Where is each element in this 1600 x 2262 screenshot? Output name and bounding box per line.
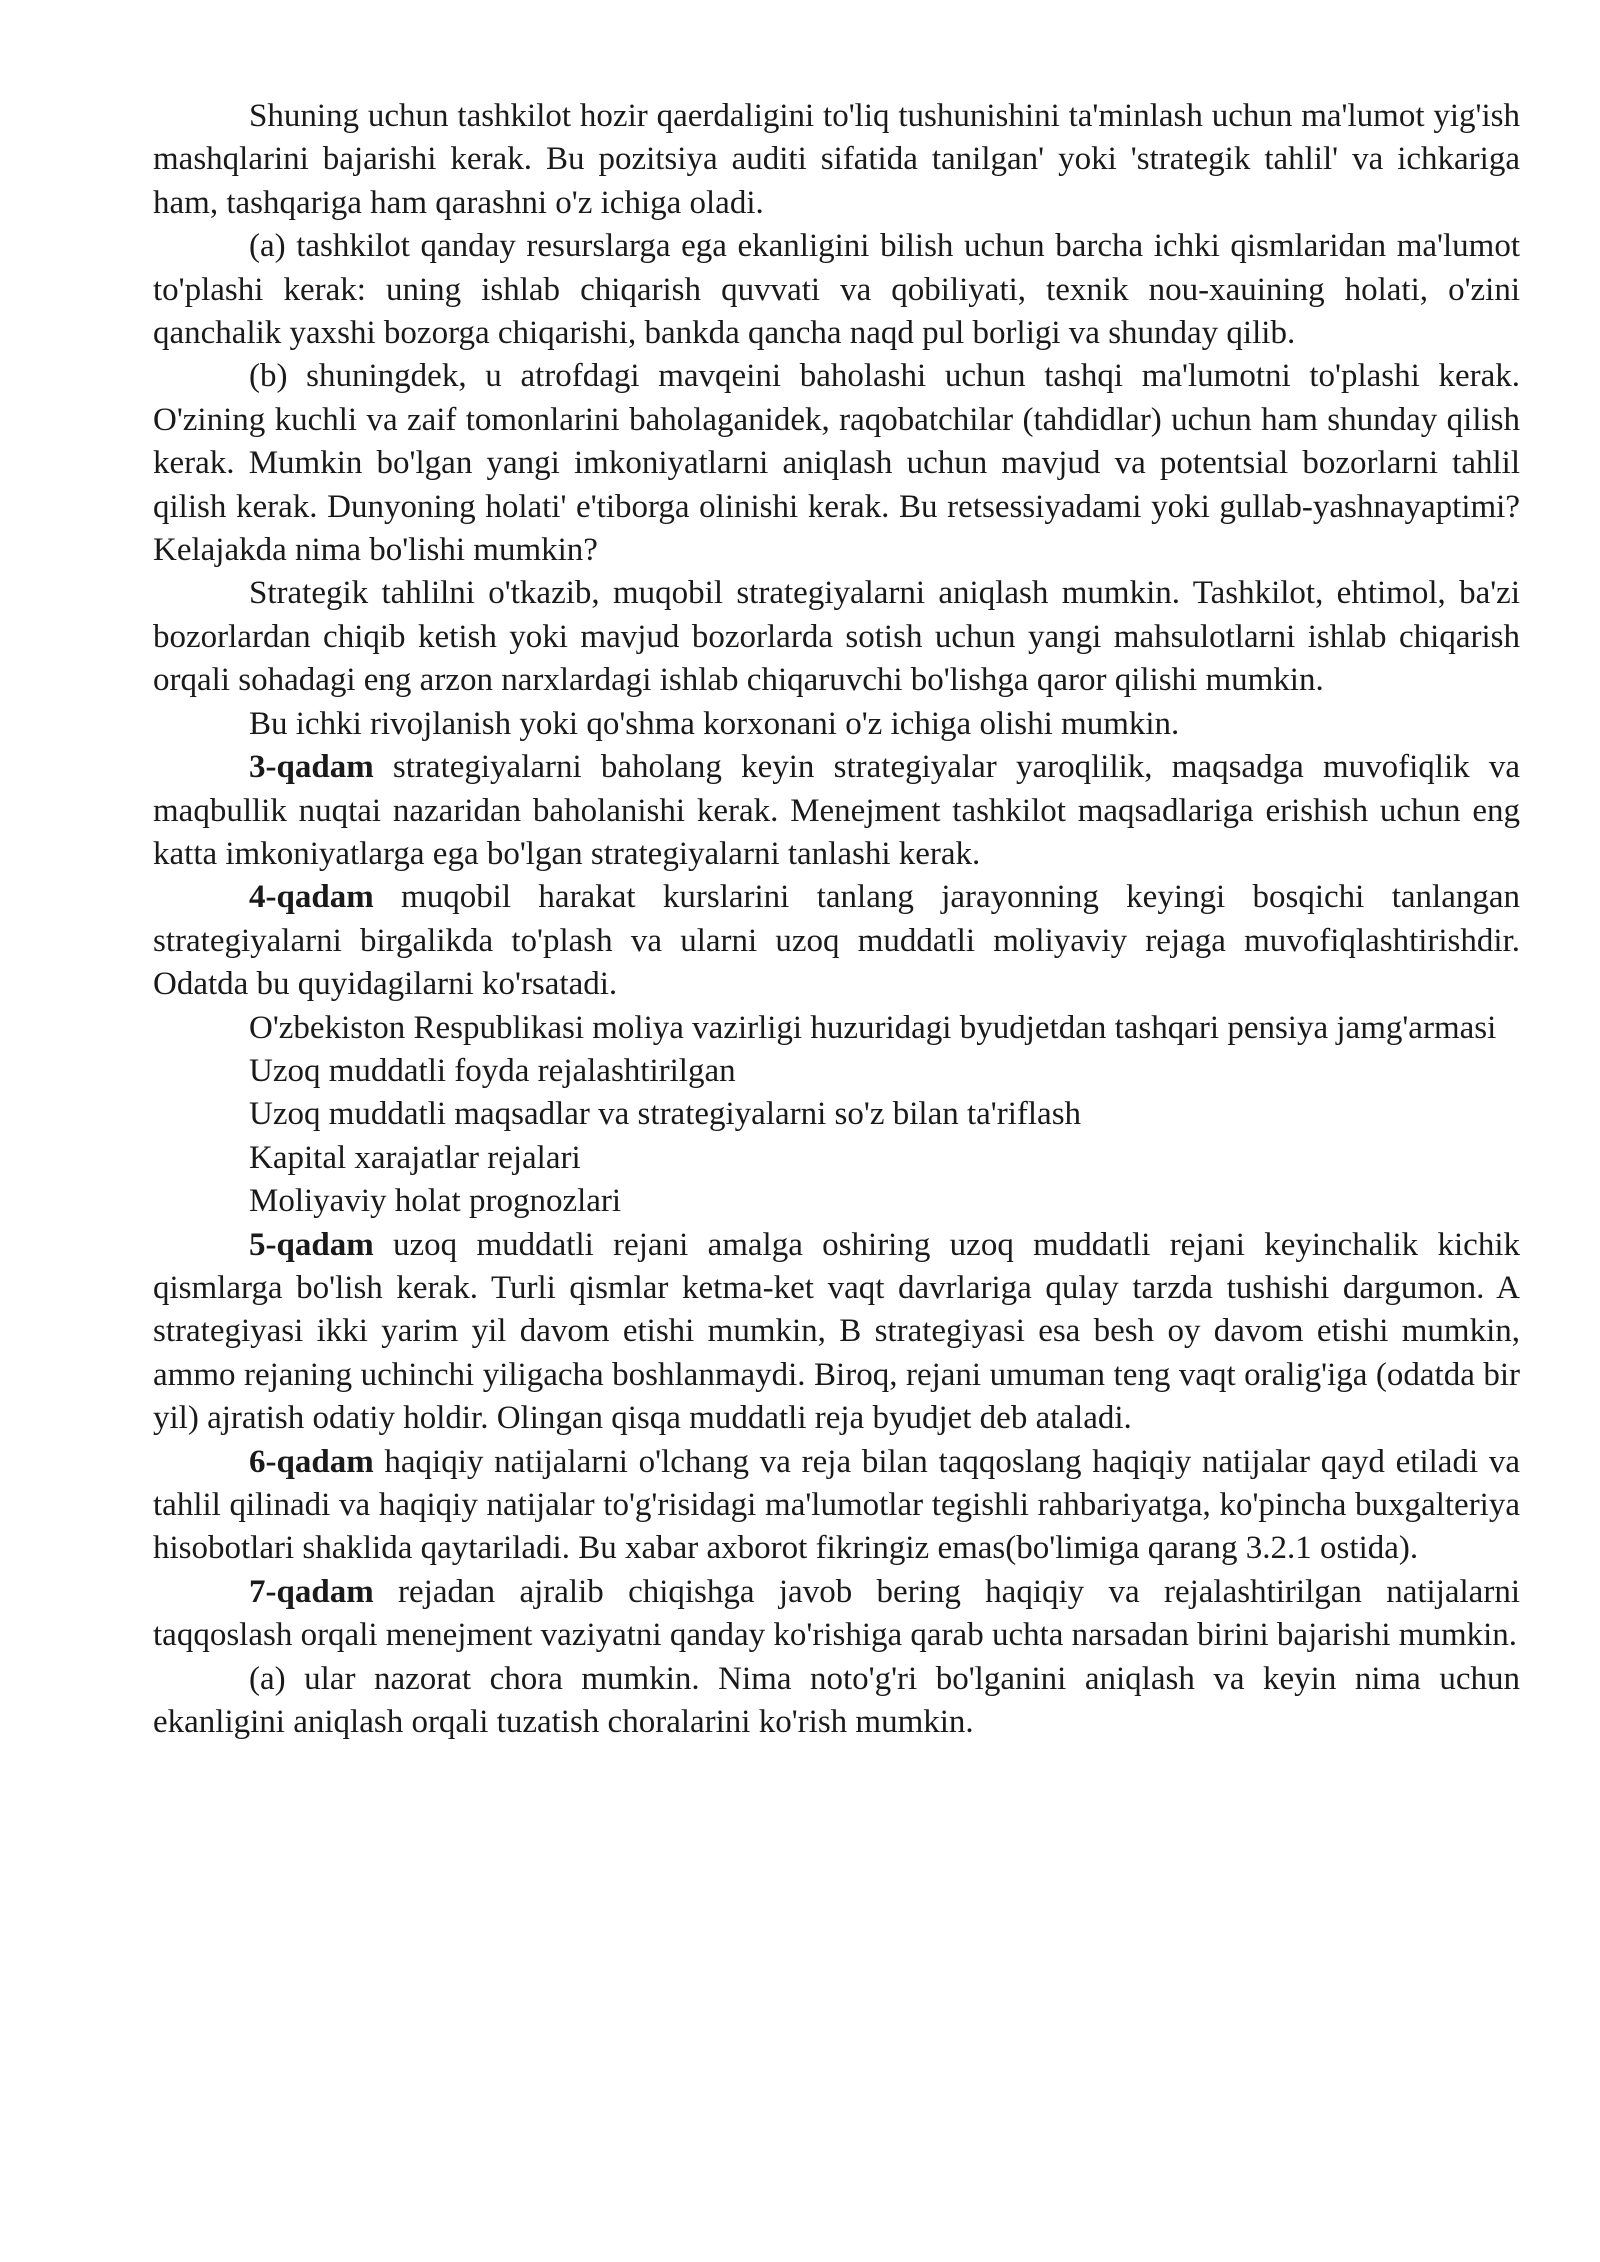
list-item bbox=[153, 1050, 1520, 1093]
step-heading: 6-qadam bbox=[249, 1443, 374, 1480]
list-item bbox=[153, 1180, 1520, 1223]
paragraph-text: Strategik tahlilni o'tkazib, muqobil strategiyalarni aniqlash mumkin. Tashkilot, ehtimol, ba'zi bozorlardan chiqib ketish yoki mavjud bozorlarda sotish uchun yangi mahsulotlarni ishlab chiqarish orqali sohadagi eng arzon narxlardagi ishlab chiqaruvchi bo'lishga qaror qilishi mumkin. bbox=[153, 575, 1520, 699]
list-item bbox=[153, 1137, 1520, 1180]
step-heading: 5-qadam bbox=[249, 1226, 374, 1263]
paragraph-text: Bu ichki rivojlanish yoki qo'shma korxonani o'z ichiga olishi mumkin. bbox=[249, 705, 1180, 742]
list-item-text: Kapital xarajatlar rejalari bbox=[249, 1139, 581, 1176]
paragraph-control-action bbox=[153, 1658, 1520, 1745]
list-item-text: Moliyaviy holat prognozlari bbox=[249, 1183, 622, 1220]
list-item bbox=[153, 1093, 1520, 1136]
paragraph-text: muqobil harakat kurslarini tanlang jarayonning keyingi bosqichi tanlangan strategiyalarni birgalikda to'plash va ularni uzoq muddatli moliyaviy rejaga muvofiqlashtirishdir. Odatda bu quyidagilarni ko'rsatadi. bbox=[153, 879, 1520, 1003]
paragraph-text: (a) tashkilot qanday resurslarga ega ekanligini bilish uchun barcha ichki qismlaridan ma'lumot to'plashi kerak: uning ishlab chiqarish quvvati va qobiliyati, texnik nou-xauining holati, o'zini qanchalik yaxshi bozorga chiqarishi, bankda qancha naqd pul borligi va shunday qilib. bbox=[153, 228, 1520, 352]
paragraph-external-info bbox=[153, 355, 1520, 572]
paragraph-internal-info bbox=[153, 225, 1520, 355]
paragraph-step-4 bbox=[153, 876, 1520, 1006]
paragraph-text: (a) ular nazorat chora mumkin. Nima noto'g'ri bo'lganini aniqlash va keyin nima uchun ekanligini aniqlash orqali tuzatish choralarini ko'rish mumkin. bbox=[153, 1660, 1520, 1741]
paragraph-step-6 bbox=[153, 1441, 1520, 1571]
paragraph-pension-fund bbox=[153, 1007, 1520, 1050]
paragraph-step-5 bbox=[153, 1224, 1520, 1441]
paragraph-text: (b) shuningdek, u atrofdagi mavqeini baholashi uchun tashqi ma'lumotni to'plashi kerak. O'zining kuchli va zaif tomonlarini baholaganidek, raqobatchilar (tahdidlar) uchun ham shunday qilish kerak. Mumkin bo'lgan yangi imkoniyatlarni aniqlash uchun mavjud va potentsial bozorlarni tahlil qilish kerak. Dunyoning holati' e'tiborga olinishi kerak. Bu retsessiyadami yoki gullab-yashnayaptimi? Kelajakda nima bo'lishi mumkin? bbox=[153, 358, 1520, 569]
paragraph-step-7 bbox=[153, 1571, 1520, 1658]
paragraph-step-3 bbox=[153, 746, 1520, 876]
step-heading: 4-qadam bbox=[249, 879, 374, 916]
paragraph-text: rejadan ajralib chiqishga javob bering haqiqiy va rejalashtirilgan natijalarni taqqoslash orqali menejment vaziyatni qanday ko'rishiga qarab uchta narsadan birini bajarishi mumkin. bbox=[153, 1573, 1520, 1654]
list-item-text: Uzoq muddatli maqsadlar va strategiyalarni so'z bilan ta'riflash bbox=[249, 1096, 1082, 1133]
document-page bbox=[153, 95, 1520, 1744]
paragraph-text: uzoq muddatli rejani amalga oshiring uzoq muddatli rejani keyinchalik kichik qismlarga bo'lish kerak. Turli qismlar ketma-ket vaqt davrlariga qulay tarzda tushishi dargumon. A strategiyasi ikki yarim yil davom etishi mumkin, B strategiyasi esa besh oy davom etishi mumkin, ammo rejaning uchinchi yiligacha boshlanmaydi. Biroq, rejani umuman teng vaqt oralig'iga (odatda bir yil) ajratish odatiy holdir. Olingan qisqa muddatli reja byudjet deb ataladi. bbox=[153, 1226, 1520, 1437]
paragraph-text: strategiyalarni baholang keyin strategiyalar yaroqlilik, maqsadga muvofiqlik va maqbullik nuqtai nazaridan baholanishi kerak. Menejment tashkilot maqsadlariga erishish uchun eng katta imkoniyatlarga ega bo'lgan strategiyalarni tanlashi kerak. bbox=[153, 749, 1520, 872]
paragraph-text: haqiqiy natijalarni o'lchang va reja bilan taqqoslang haqiqiy natijalar qayd etiladi va tahlil qilinadi va haqiqiy natijalar to'g'risidagi ma'lumotlar tegishli rahbariyatga, ko'pincha buxgalteriya hisobotlari shaklida qaytariladi. Bu xabar axborot fikringiz emas(bo'limiga qarang 3.2.1 ostida). bbox=[153, 1443, 1520, 1567]
paragraph-internal-development bbox=[153, 703, 1520, 746]
paragraph-text: Shuning uchun tashkilot hozir qaerdaligini to'liq tushunishini ta'minlash uchun ma'lumot yig'ish mashqlarini bajarishi kerak. Bu pozitsiya auditi sifatida tanilgan' yoki 'strategik tahlil' va ichkariga ham, tashqariga ham qarashni o'z ichiga oladi. bbox=[153, 98, 1520, 221]
paragraph-strategic-analysis bbox=[153, 572, 1520, 702]
list-item-text: Uzoq muddatli foyda rejalashtirilgan bbox=[249, 1052, 736, 1089]
step-heading: 3-qadam bbox=[249, 749, 374, 786]
paragraph-intro bbox=[153, 95, 1520, 225]
step-heading: 7-qadam bbox=[249, 1573, 374, 1610]
paragraph-text: O'zbekiston Respublikasi moliya vazirligi huzuridagi byudjetdan tashqari pensiya jamg'armasi bbox=[249, 1009, 1497, 1046]
